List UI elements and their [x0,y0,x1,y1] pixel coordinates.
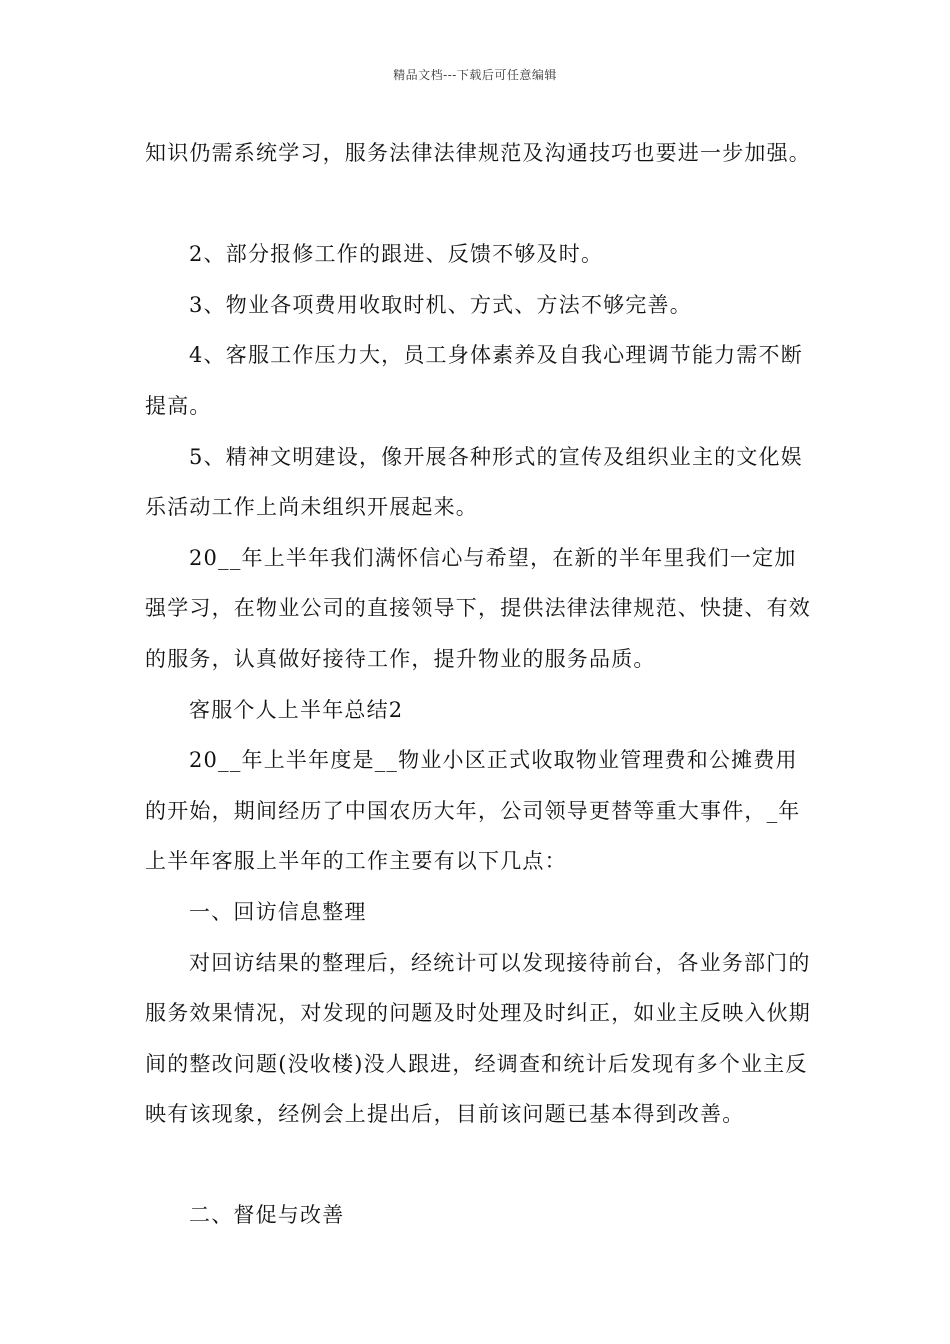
section-title: 客服个人上半年总结2 [189,697,404,722]
page-header: 精品文档---下载后可任意编辑 [393,68,557,82]
heading-2: 二、督促与改善 [189,1203,345,1228]
paragraph-followup: 对回访结果的整理后，经统计可以发现接待前台，各业务部门的服务效果情况，对发现的问题及时处理及时纠正，如业主反映入伙期间的整改问题(没收楼)没人跟进，经调查和统计后发现有多个业主反映有该现象，经例会上提出后，目前该问题已基本得到改善。 [145,950,811,1127]
paragraph-item-5: 5、精神文明建设，像开展各种形式的宣传及组织业主的文化娱乐活动工作上尚未组织开展起来。 [145,444,803,520]
paragraph-plan: 20__年上半年我们满怀信心与希望，在新的半年里我们一定加强学习，在物业公司的直接领导下，提供法律法律规范、快捷、有效的服务，认真做好接待工作，提升物业的服务品质。 [145,545,811,671]
heading-1: 一、回访信息整理 [189,899,367,924]
paragraph-item-4: 4、客服工作压力大，员工身体素养及自我心理调节能力需不断提高。 [145,343,803,418]
paragraph-item-3: 3、物业各项费用收取时机、方式、方法不够完善。 [189,292,692,317]
paragraph-intro: 20__年上半年度是__物业小区正式收取物业管理费和公摊费用的开始，期间经历了中国农历大年，公司领导更替等重大事件，_年上半年客服上半年的工作主要有以下几点： [145,748,801,874]
document-body [145,128,815,1241]
paragraph-item-2: 2、部分报修工作的跟进、反馈不够及时。 [189,242,604,267]
paragraph-continuation: 知识仍需系统学习，服务法律法律规范及沟通技巧也要进一步加强。 [145,141,811,165]
